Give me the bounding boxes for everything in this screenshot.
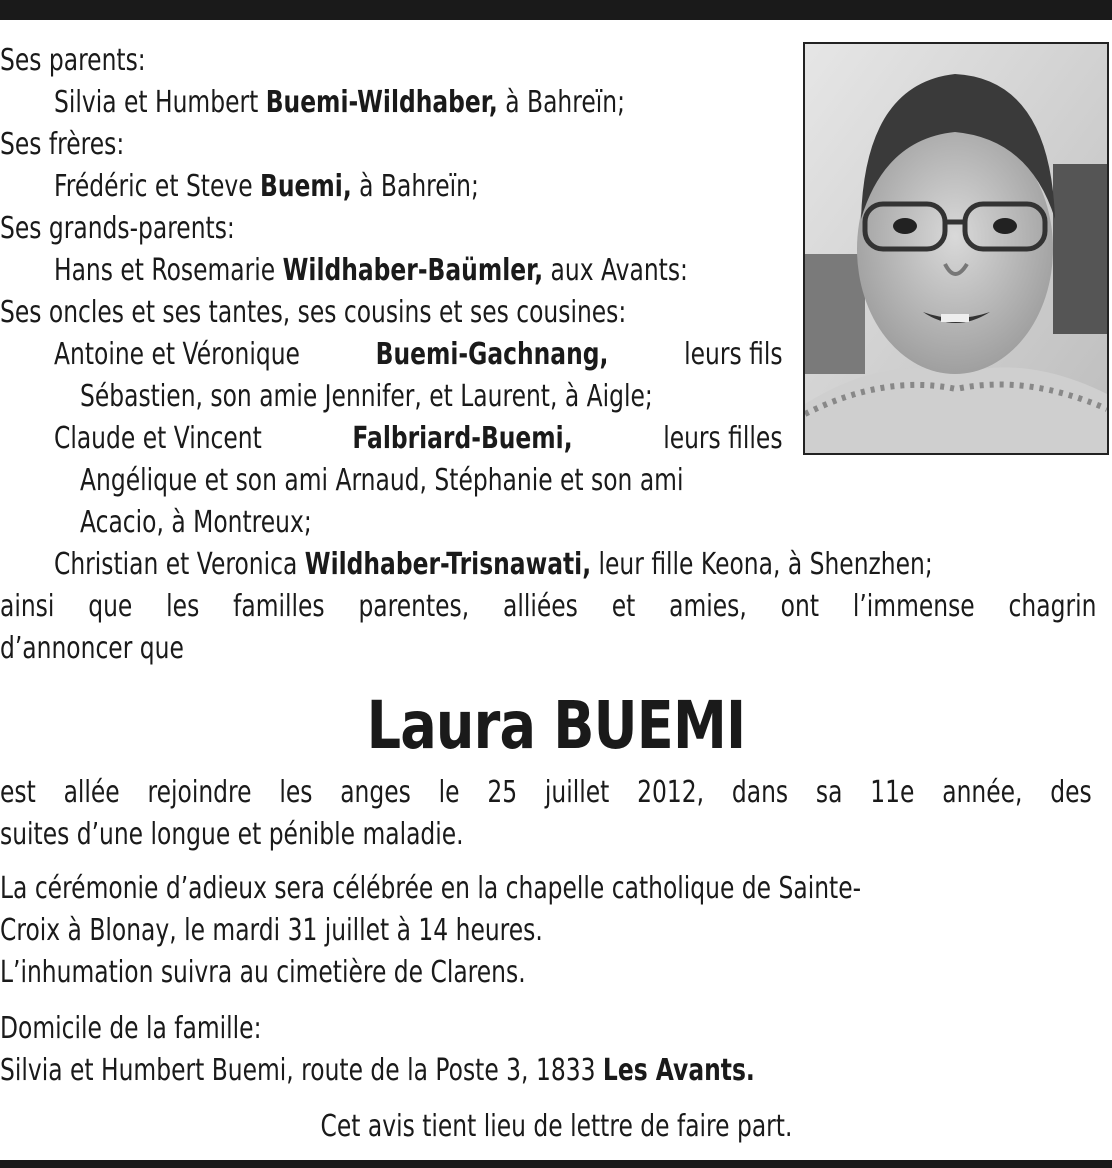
uncle3-line: Christian et Veronica Wildhaber-Trisnawati, leur fille Keona, à Shenzhen;: [54, 547, 933, 582]
uncle2-continuation-1: Angélique et son ami Arnaud, Stéphanie et son ami: [80, 463, 684, 498]
body-p1-line1: est allée rejoindre les anges le 25 juillet 2012, dans sa 11e année, des: [0, 775, 1092, 810]
body-p2-line2: Croix à Blonay, le mardi 31 juillet à 14 heures.: [0, 913, 543, 948]
top-rule: [0, 0, 1112, 20]
parents-line: Silvia et Humbert Buemi-Wildhaber, à Bahreïn;: [54, 85, 625, 120]
grandparents-heading: Ses grands-parents:: [0, 211, 235, 246]
grandparents-line: Hans et Rosemarie Wildhaber-Baümler, aux Avants:: [54, 253, 688, 288]
domicile-heading: Domicile de la famille:: [0, 1011, 262, 1046]
deceased-name: Laura BUEMI: [366, 687, 746, 764]
portrait-photo: [803, 42, 1109, 455]
uncles-heading: Ses oncles et ses tantes, ses cousins et ses cousines:: [0, 295, 627, 330]
footer-note: Cet avis tient lieu de lettre de faire part.: [320, 1109, 792, 1144]
uncle1-line: Antoine et Véronique Buemi-Gachnang, leurs fils: [54, 337, 783, 372]
closing-line-2: d’annoncer que: [0, 631, 184, 666]
uncle2-line: Claude et Vincent Falbriard-Buemi, leurs filles: [54, 421, 783, 456]
uncle1-continuation: Sébastien, son amie Jennifer, et Laurent, à Aigle;: [80, 379, 653, 414]
brothers-heading: Ses frères:: [0, 127, 125, 162]
parents-heading: Ses parents:: [0, 43, 146, 78]
brothers-line: Frédéric et Steve Buemi, à Bahreïn;: [54, 169, 479, 204]
uncle2-continuation-2: Acacio, à Montreux;: [80, 505, 312, 540]
bottom-rule: [0, 1160, 1112, 1168]
body-p2-line1: La cérémonie d’adieux sera célébrée en la chapelle catholique de Sainte-: [0, 871, 862, 906]
portrait-icon: [805, 44, 1107, 453]
body-p2-line3: L’inhumation suivra au cimetière de Clarens.: [0, 955, 526, 990]
body-p1-line2: suites d’une longue et pénible maladie.: [0, 817, 464, 852]
closing-line-1: ainsi que les familles parentes, alliées et amies, ont l’immense chagrin: [0, 589, 1097, 624]
domicile-address: Silvia et Humbert Buemi, route de la Poste 3, 1833 Les Avants.: [0, 1053, 755, 1088]
